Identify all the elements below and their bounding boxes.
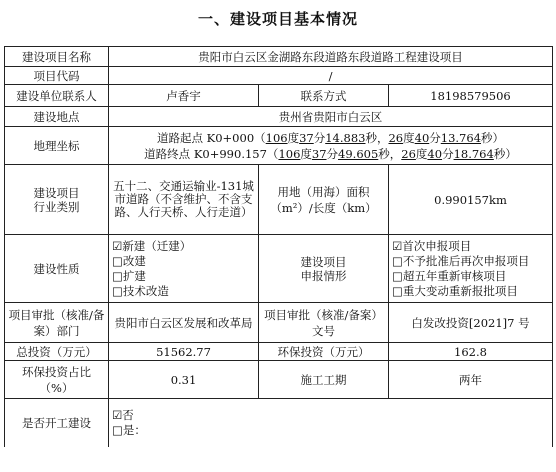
report-option-major-change[interactable]: □重大变动重新报批项目: [392, 283, 518, 298]
row-approval: [5, 303, 553, 343]
value-contact: 卢香宇: [109, 85, 259, 107]
value-project-code: /: [109, 67, 553, 85]
started-option-yes[interactable]: □是：: [112, 422, 146, 437]
row-nature: [5, 235, 553, 303]
unit-deg: 度: [300, 146, 312, 161]
label-industry-line1: 建设项目: [33, 185, 80, 200]
page-title: 一、建设项目基本情况: [197, 10, 358, 28]
label-phone: 联系方式: [259, 85, 389, 107]
label-industry-line2: 行业类别: [33, 199, 80, 214]
coord-start-prefix: 道路起点 K0+000（: [156, 130, 266, 145]
label-construction-period: 施工工期: [259, 361, 389, 399]
label-nature: 建设性质: [5, 235, 109, 303]
report-option-first[interactable]: ☑首次申报项目: [392, 238, 472, 253]
row-location: [5, 107, 553, 127]
value-area: 0.990157km: [389, 165, 553, 235]
row-investment: [5, 343, 553, 361]
label-report-line2: 申报情形: [300, 268, 347, 283]
label-contact: 建设单位联系人: [5, 85, 109, 107]
row-coordinates: [5, 127, 553, 165]
value-approval-dept: 贵阳市白云区发展和改革局: [109, 303, 259, 343]
coord-end-lat-deg: 26: [401, 146, 416, 161]
coord-end-lon-min: 37: [311, 146, 327, 161]
sep: ，: [389, 146, 402, 161]
started-option-no[interactable]: ☑否: [112, 407, 134, 422]
row-project-name: [5, 47, 553, 67]
unit-min: 分: [326, 146, 339, 161]
label-env-ratio: 环保投资占比（%）: [5, 361, 109, 399]
coord-start-lon-sec: 14.883: [325, 130, 366, 145]
unit-sec: 秒: [378, 146, 390, 161]
value-industry: 五十二、交通运输业-131城市道路（不含维护、不含支路、人行天桥、人行走道）: [109, 165, 259, 235]
label-coordinates: 地理坐标: [5, 127, 109, 165]
label-project-name: 建设项目名称: [5, 47, 109, 67]
nature-option-tech[interactable]: □技术改造: [112, 283, 169, 298]
label-approval-doc: 项目审批（核准/备案）文号: [259, 303, 389, 343]
unit-deg: 度: [415, 146, 428, 161]
close: ）: [505, 146, 517, 161]
label-area: 用地（用海）面积（m²）/长度（km）: [259, 165, 389, 235]
coord-start-lon-deg: 106: [265, 130, 288, 145]
sep: ，: [376, 130, 389, 145]
started-options: [109, 399, 553, 447]
coord-end-prefix: 道路终点 K0+990.157（: [144, 146, 279, 161]
row-env-ratio: [5, 361, 553, 399]
coordinate-start: [112, 130, 549, 146]
unit-min: 分: [429, 130, 441, 145]
nature-option-rebuild[interactable]: □改建: [112, 253, 146, 268]
unit-deg: 度: [287, 130, 300, 145]
report-option-five-year[interactable]: □超五年重新审核项目: [392, 268, 507, 283]
label-project-code: 项目代码: [5, 67, 109, 85]
label-env-investment: 环保投资（万元）: [259, 343, 389, 361]
coord-start-lon-min: 37: [299, 130, 314, 145]
coord-end-lat-sec: 18.764: [453, 146, 494, 161]
value-env-investment: 162.8: [389, 343, 553, 361]
value-total-investment: 51562.77: [109, 343, 259, 361]
unit-sec: 秒: [493, 146, 506, 161]
coord-start-lat-deg: 26: [388, 130, 404, 145]
label-industry: [5, 165, 109, 235]
row-industry: [5, 165, 553, 235]
label-total-investment: 总投资（万元）: [5, 343, 109, 361]
nature-option-expand[interactable]: □扩建: [112, 268, 146, 283]
value-location: 贵州省贵阳市白云区: [109, 107, 553, 127]
coord-start-lat-min: 40: [414, 130, 430, 145]
report-option-reapply[interactable]: □不予批准后再次申报项目: [392, 253, 530, 268]
value-project-name: 贵阳市白云区金湖路东段道路东段道路工程建设项目: [109, 47, 553, 67]
value-approval-doc: 白发改投资[2021]7 号: [389, 303, 553, 343]
unit-deg: 度: [403, 130, 415, 145]
nature-option-new[interactable]: ☑新建（迁建）: [112, 238, 192, 253]
label-started: 是否开工建设: [5, 399, 109, 447]
value-coordinates: [109, 127, 553, 165]
value-phone: 18198579506: [389, 85, 553, 107]
coord-end-lon-deg: 106: [278, 146, 301, 161]
unit-min: 分: [313, 130, 326, 145]
report-options: [389, 235, 553, 303]
coordinate-end: [112, 146, 549, 162]
coord-end-lon-sec: 49.605: [338, 146, 379, 161]
row-project-code: [5, 67, 553, 85]
row-contact: [5, 85, 553, 107]
label-report: [259, 235, 389, 303]
project-info-table: [4, 46, 553, 447]
unit-sec: 秒: [365, 130, 377, 145]
coord-start-lat-sec: 13.764: [440, 130, 482, 145]
unit-sec: 秒: [481, 130, 493, 145]
label-report-line1: 建设项目: [300, 254, 347, 269]
value-construction-period: 两年: [389, 361, 553, 399]
row-started: [5, 399, 553, 447]
close: ）: [492, 130, 505, 145]
unit-min: 分: [442, 146, 454, 161]
label-location: 建设地点: [5, 107, 109, 127]
coord-end-lat-min: 40: [427, 146, 443, 161]
nature-options: [109, 235, 259, 303]
value-env-ratio: 0.31: [109, 361, 259, 399]
label-approval-dept: 项目审批（核准/备案）部门: [5, 303, 109, 343]
